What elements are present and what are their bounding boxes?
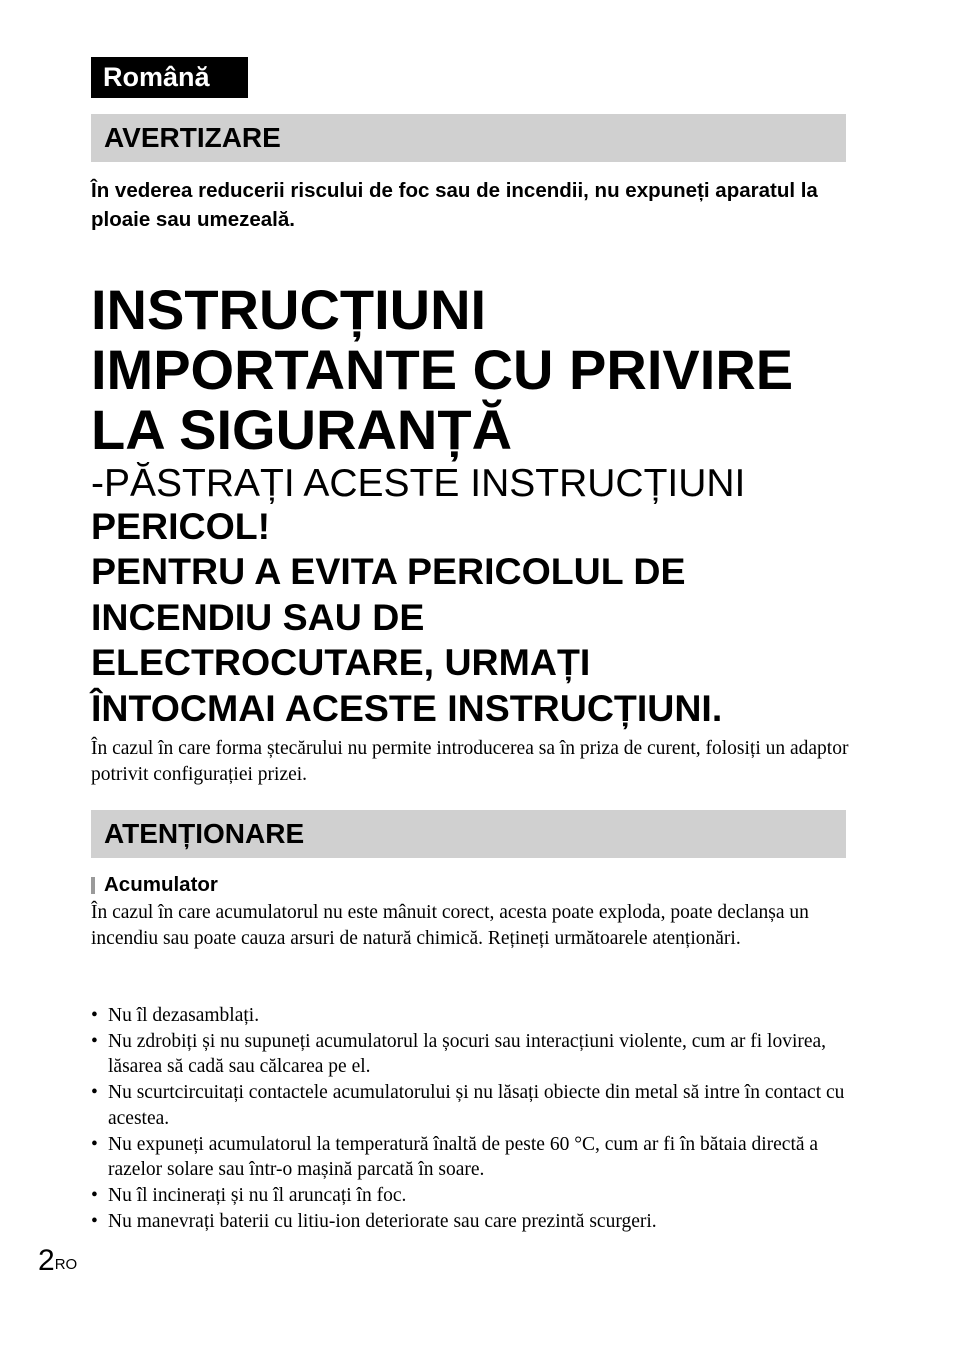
- page-number-suffix: RO: [54, 1256, 78, 1273]
- danger-line: ÎNTOCMAI ACESTE INSTRUCȚIUNI.: [91, 686, 723, 729]
- safety-title-block: [91, 280, 911, 731]
- page-number: [38, 1241, 77, 1281]
- battery-bullet-list: [91, 1003, 851, 1234]
- caution-heading: ATENȚIONARE: [91, 810, 846, 858]
- danger-line: PENTRU A EVITA PERICOLUL DE: [91, 550, 686, 592]
- warning-heading: AVERTIZARE: [91, 114, 846, 162]
- title-line: LA SIGURANȚĂ: [91, 398, 513, 461]
- list-item-text: Nu manevrați baterii cu litiu-ion deteriorate sau care prezintă scurgeri.: [108, 1210, 657, 1232]
- danger-label: PERICOL!: [91, 505, 271, 547]
- list-item-text: Nu expuneți acumulatorul la temperatură înaltă de peste 60 °C, cum ar fi în bătaia directă a razelor solare sau într-o mașină parcată în soare.: [108, 1133, 819, 1181]
- plug-note: În cazul în care forma ștecărului nu permite introducerea sa în priza de curent, folosiți un adaptor potrivit configurației prizei.: [91, 738, 849, 785]
- language-tag: Română: [91, 57, 248, 98]
- danger-line: ELECTROCUTARE, URMAȚI: [91, 641, 591, 683]
- battery-subheading: [91, 872, 218, 898]
- bullet-icon: •: [91, 1030, 98, 1052]
- bullet-icon: •: [91, 1210, 98, 1232]
- list-item-text: Nu îl dezasamblați.: [108, 1005, 260, 1026]
- battery-heading-label: Acumulator: [104, 873, 218, 896]
- bullet-icon: •: [91, 1133, 98, 1155]
- list-item: [91, 1080, 851, 1131]
- bullet-icon: •: [91, 1184, 98, 1206]
- list-item: [91, 1029, 851, 1080]
- danger-text: [91, 549, 911, 731]
- list-item: [91, 1132, 851, 1183]
- title-line: IMPORTANTE CU PRIVIRE: [91, 338, 794, 401]
- warning-text: În vederea reducerii riscului de foc sau de incendii, nu expuneți aparatul la ploaie sau umezeală.: [91, 179, 818, 231]
- keep-instructions-line: -PĂSTRAȚI ACESTE INSTRUCȚIUNI: [91, 462, 746, 505]
- danger-line: INCENDIU SAU DE: [91, 595, 425, 638]
- safety-title: [91, 280, 911, 460]
- list-item-text: Nu zdrobiți și nu supuneți acumulatorul la șocuri sau interacțiuni violente, cum ar fi lovirea, lăsarea să cadă sau călcarea pe el.: [108, 1030, 827, 1078]
- list-item-text: Nu scurtcircuitați contactele acumulatorului și nu lăsați obiecte din metal să intre în contact cu acestea.: [108, 1082, 845, 1129]
- bullet-icon: •: [91, 1005, 98, 1026]
- list-item-text: Nu îl incinerați și nu îl aruncați în foc.: [108, 1184, 407, 1206]
- subheading-bar-icon: [91, 877, 95, 894]
- bullet-icon: •: [91, 1082, 98, 1104]
- page-number-value: 2: [38, 1244, 55, 1277]
- title-line: INSTRUCȚIUNI: [91, 278, 487, 341]
- list-item: [91, 1003, 851, 1029]
- battery-intro: În cazul în care acumulatorul nu este mânuit corect, acesta poate exploda, poate declanșa un incendiu sau poate cauza arsuri de natură chimică. Rețineți următoarele atenționări.: [91, 902, 809, 949]
- list-item: [91, 1209, 851, 1235]
- list-item: [91, 1183, 851, 1209]
